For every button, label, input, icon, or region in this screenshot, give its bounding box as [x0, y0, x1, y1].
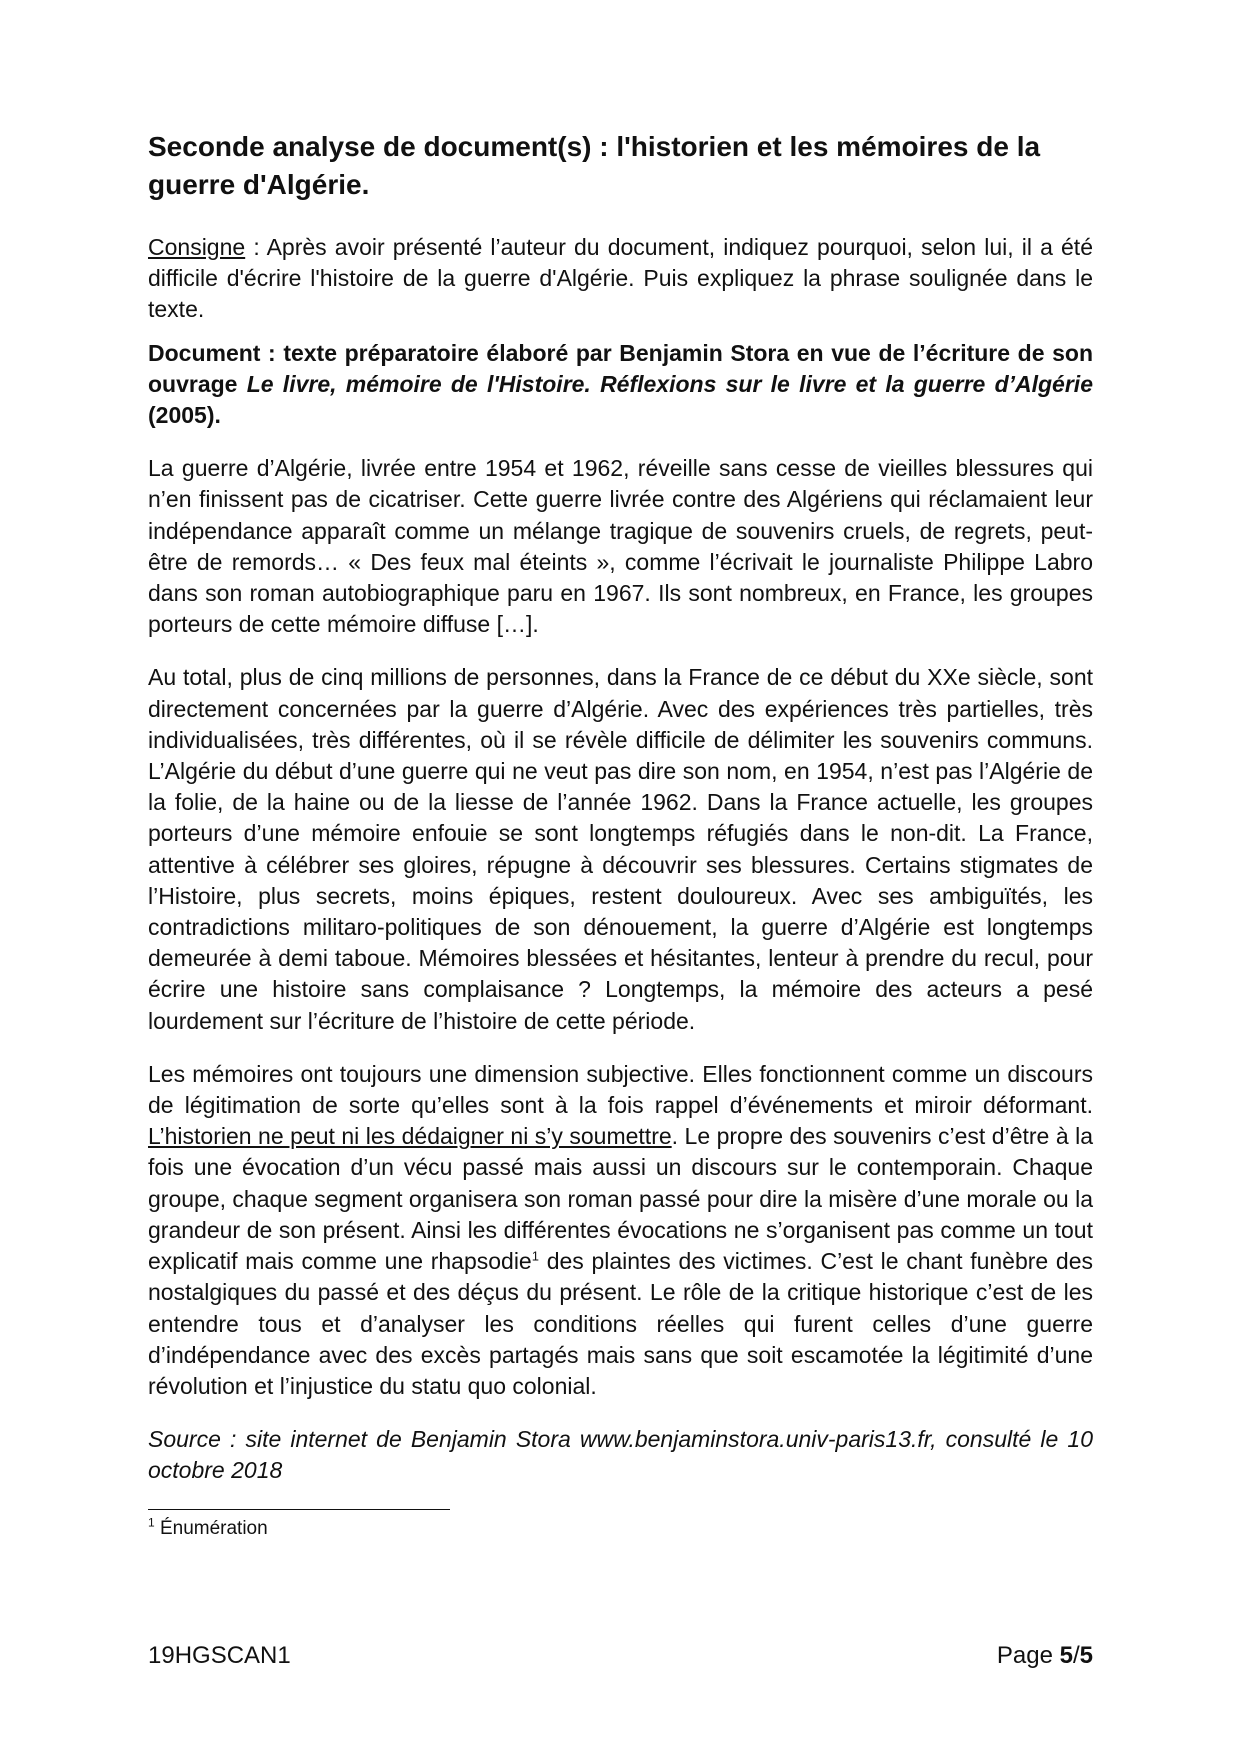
document-header-prefix: Document : texte préparatoire élaboré par Benjamin Stora en vue de l’écriture de son ouvrage: [148, 339, 1093, 397]
page-number: [997, 1642, 1093, 1670]
footnote-number: 1: [148, 1515, 155, 1530]
consigne-label: Consigne: [148, 234, 246, 260]
paragraph-3-middle: . Le propre des souvenirs c’est d’être à la fois une évocation d’un vécu passé mais aussi un discours sur le contemporain. Chaque groupe, chaque segment organisera son roman passé pour dire la misère d’une morale ou la grandeur de son présent. Ainsi les différentes évocations ne s’organisent pas comme un tout explicatif mais comme une rhapsodie: [148, 1123, 1093, 1275]
text-paragraph-3: [148, 1059, 1093, 1402]
paragraph-3-end: des plaintes des victimes. C’est le chant funèbre des nostalgiques du passé et des déçus du présent. Le rôle de la critique historique c’est de les entendre tous et d’analyser les conditions réelles qui furent celles d’une guerre d’indépendance avec des excès partagés mais sans que soit escamotée la légitimité d’une révolution et l’injustice du statu quo colonial.: [148, 1248, 1094, 1399]
footnote-divider: [148, 1509, 450, 1510]
consigne-paragraph: [148, 232, 1093, 326]
page-footer: [148, 1642, 1093, 1674]
paragraph-3-start: Les mémoires ont toujours une dimension subjective. Elles fonctionnent comme un discours de légitimation de sorte qu’elles sont à la fois rappel d’événements et miroir déformant.: [148, 1060, 1093, 1119]
exam-code: 19HGSCAN1: [148, 1642, 291, 1669]
page-total: 5: [1079, 1642, 1093, 1669]
footnote-text: Énumération: [154, 1517, 268, 1539]
page-label: Page: [996, 1642, 1060, 1669]
page-separator: /: [1072, 1642, 1080, 1669]
text-paragraph-2: Au total, plus de cinq millions de personnes, dans la France de ce début du XXe siècle, sont directement concernées par la guerre d’Algérie. Avec des expériences très partielles, très individualisées, très différentes, où il se révèle difficile de délimiter les souvenirs communs. L’Algérie du début d’une guerre qui ne veut pas dire son nom, en 1954, n’est pas l’Algérie de la folie, de la haine ou de la liesse de l’année 1962. Dans la France actuelle, les groupes porteurs d’une mémoire enfouie se sont longtemps réfugiés dans le non-dit. La France, attentive à célébrer ses gloires, répugne à découvrir ses blessures. Certains stigmates de l’Histoire, plus secrets, moins épiques, restent douloureux. Avec ses ambiguïtés, les contradictions militaro-politiques de son dénouement, la guerre d’Algérie est longtemps demeurée à demi taboue. Mémoires blessées et hésitantes, lenteur à prendre du recul, pour écrire une histoire sans complaisance ? Longtemps, la mémoire des acteurs a pesé lourdement sur l’écriture de l’histoire de cette période.: [148, 664, 1093, 1034]
consigne-text: : Après avoir présenté l’auteur du document, indiquez pourquoi, selon lui, il a été difficile d'écrire l'histoire de la guerre d'Algérie. Puis expliquez la phrase soulignée dans le texte.: [148, 234, 1093, 323]
book-title: Le livre, mémoire de l'Histoire. Réflexions sur le livre et la guerre d’Algérie: [246, 370, 1093, 397]
underlined-sentence: L’historien ne peut ni les dédaigner ni s’y soumettre: [148, 1123, 672, 1150]
source-citation: Source : site internet de Benjamin Stora www.benjaminstora.univ-paris13.fr, consulté le 10 octobre 2018: [148, 1426, 1093, 1484]
footnote: [148, 1516, 1093, 1542]
document-header: [148, 338, 1093, 432]
page-title: Seconde analyse de document(s) : l'historien et les mémoires de la guerre d'Algérie.: [148, 131, 1041, 200]
document-header-suffix: (2005).: [148, 402, 221, 429]
footnote-reference: 1: [531, 1248, 539, 1264]
text-paragraph-1: La guerre d’Algérie, livrée entre 1954 et 1962, réveille sans cesse de vieilles blessures qui n’en finissent pas de cicatriser. Cette guerre livrée contre des Algériens qui réclamaient leur indépendance apparaît comme un mélange tragique de souvenirs cruels, de regrets, peut-être de remords… « Des feux mal éteints », comme l’écrivait le journaliste Philippe Labro dans son roman autobiographique paru en 1967. Ils sont nombreux, en France, les groupes porteurs de cette mémoire diffuse […].: [148, 455, 1093, 638]
document-page: [148, 128, 1093, 1542]
page-current: 5: [1059, 1642, 1073, 1669]
